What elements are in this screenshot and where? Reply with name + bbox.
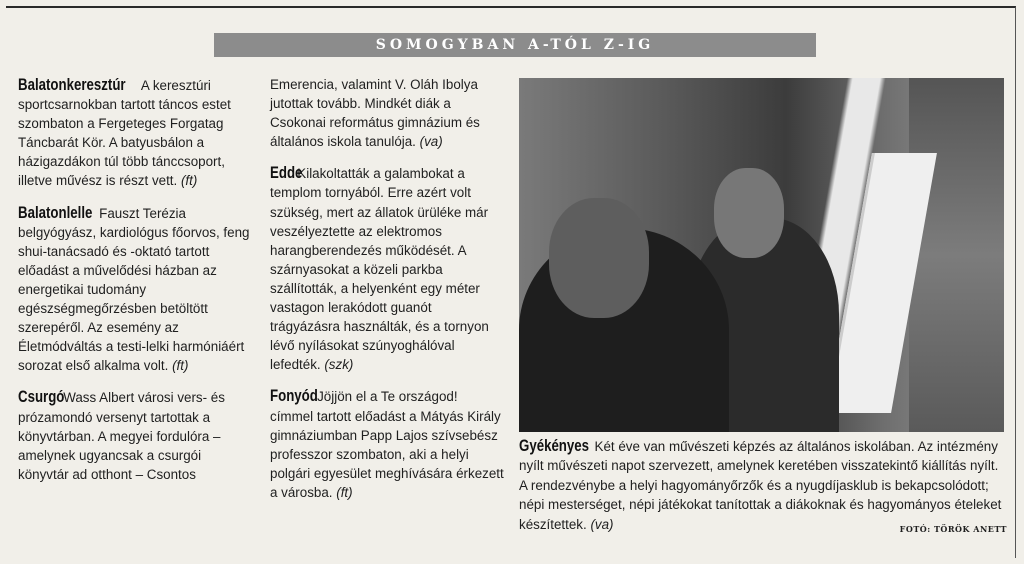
caption-town: Gyékényes bbox=[519, 436, 590, 455]
article-balatonlelle bbox=[18, 203, 250, 376]
article-edde bbox=[270, 163, 504, 374]
article-text: A keresztúri sportcsarnokban tartott táncos estet szombaton a Fergeteges Forgatag Táncbarát Kör. A batyusbálon a házigazdákon túl több tánccsoport, illetve művész is részt vett. bbox=[18, 78, 231, 189]
article-signature: (ft) bbox=[336, 484, 353, 500]
article-text: Wass Albert városi vers- és prózamondó versenyt tartottak a könyvtárban. A megyei fordulóra – amelynek ugyancsak a csurgói könyvtár ad otthont – Csontos bbox=[18, 390, 225, 482]
section-header: SOMOGYBAN A-TÓL Z-IG bbox=[214, 33, 816, 57]
article-town: Balatonlelle bbox=[18, 202, 93, 222]
article-town: Edde bbox=[270, 163, 303, 183]
article-photo bbox=[519, 78, 1004, 432]
caption-signature: (va) bbox=[590, 516, 614, 532]
article-town: Balatonkeresztúr bbox=[18, 75, 126, 94]
article-csurgo-continued bbox=[270, 75, 504, 151]
photo-credit: FOTÓ: TÖRÖK ANETT bbox=[899, 523, 1007, 534]
article-text: Kilakoltatták a galambokat a templom tornyából. Erre azért volt szükség, mert az állatok ürüléke már veszélyeztette az elektromos harangberendezés működését. A szárnyasokat a közeli parkba szállították, a helyenként egy méter vastagon lerakódott guanót trágyázásra használták, és a tornyon lévő nyílásokat szúnyoghálóval lefedték. bbox=[270, 166, 489, 373]
article-signature: (ft) bbox=[172, 358, 189, 374]
column-2 bbox=[270, 75, 504, 514]
article-text: Jöjjön el a Te országod! címmel tartott előadást a Mátyás Király gimnáziumban Papp Lajos szívsebész professzor szombaton, aki a helyi polgári egyesület meghívására érkezett a városba. bbox=[270, 389, 504, 500]
article-town: Csurgó bbox=[18, 387, 65, 407]
article-town: Fonyód bbox=[270, 386, 318, 406]
article-signature: (ft) bbox=[180, 173, 198, 189]
article-fonyod bbox=[270, 386, 504, 502]
article-signature: (szk) bbox=[324, 357, 354, 373]
article-balatonkeresztur bbox=[18, 75, 250, 191]
photo-person-front-head bbox=[549, 198, 649, 318]
photo-person-back-head bbox=[714, 168, 784, 258]
photo-wall bbox=[909, 78, 1004, 432]
article-signature: (va) bbox=[419, 134, 443, 150]
article-text: Fauszt Terézia belgyógyász, kardiológus főorvos, feng shui-tanácsadó és -oktató tartott előadást a művelődési házban az energetikai tudomány egészségmegőrzésben betöltött szerepéről. Az esemény az Életmódváltás a testi-lelki harmóniáért sorozat első alkalma volt. bbox=[18, 205, 250, 374]
article-csurgo bbox=[18, 387, 250, 483]
caption-text: Két éve van művészeti képzés az általános iskolában. Az intézmény nyílt művészeti napot szervezett, amelynek keretében visszatekintő kiállítás nyílt. A rendezvénybe a helyi hagyományőrzők és a nyugdíjasklub is bekapcsolódott; népi mesterséget, népi játékokat tanítottak a diákoknak és hagyományos ételeket készítettek. bbox=[519, 439, 1002, 532]
article-text: Emerencia, valamint V. Oláh Ibolya jutottak tovább. Mindkét diák a Csokonai református gimnázium és általános iskola tanulója. bbox=[270, 77, 480, 150]
column-1 bbox=[18, 75, 250, 496]
photo-caption bbox=[519, 436, 1007, 539]
